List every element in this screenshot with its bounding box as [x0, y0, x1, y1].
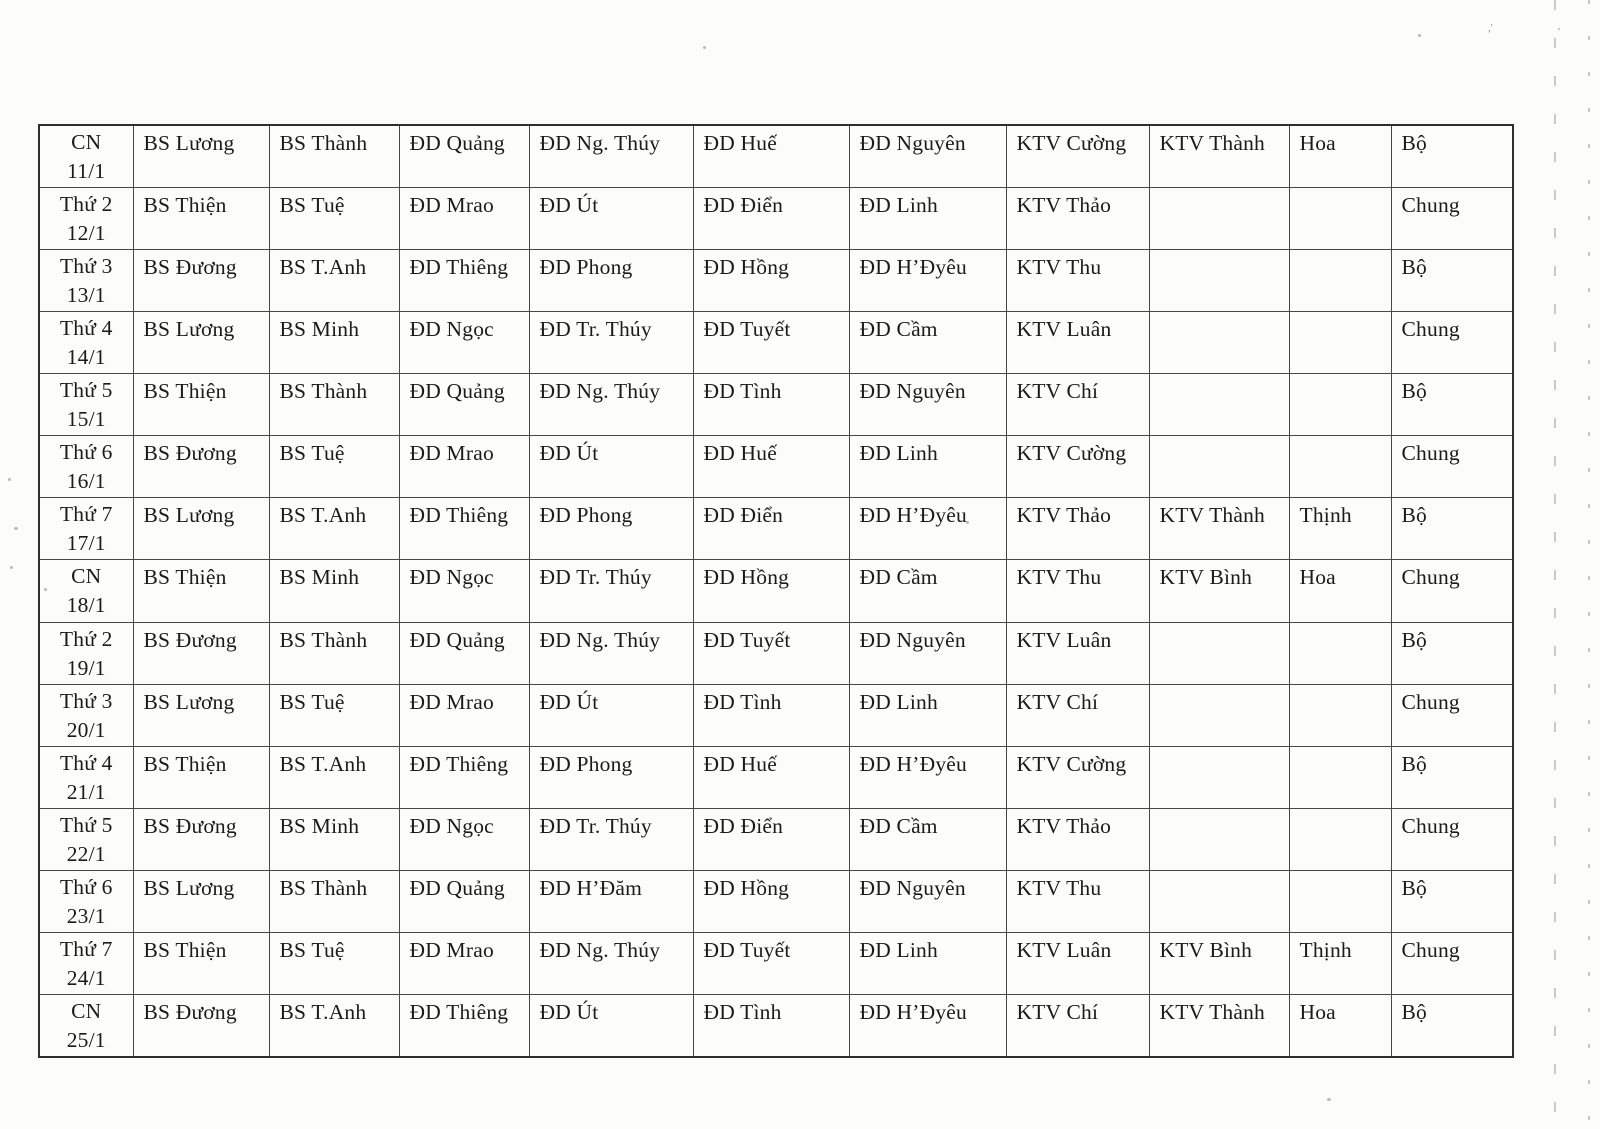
roster-cell: KTV Cường	[1006, 746, 1149, 808]
roster-cell: Bộ	[1391, 994, 1513, 1057]
day-date: 18/1	[66, 593, 106, 618]
roster-cell: Chung	[1391, 684, 1513, 746]
day-date: 23/1	[66, 903, 106, 928]
roster-cell: ĐD H’Đyêu	[849, 250, 1006, 312]
day-label: CN	[71, 130, 102, 154]
roster-cell: ĐD Thiêng	[399, 498, 529, 560]
roster-cell: ĐD Tình	[693, 994, 849, 1057]
roster-cell: BS Thiện	[133, 374, 269, 436]
roster-cell: Bộ	[1391, 125, 1513, 188]
roster-cell: KTV Cường	[1006, 125, 1149, 188]
roster-cell: ĐD Ng. Thúy	[529, 622, 693, 684]
roster-cell: ĐD Mrao	[399, 436, 529, 498]
roster-cell: ĐD Út	[529, 994, 693, 1057]
roster-cell	[1289, 622, 1391, 684]
day-label: Thứ 3	[59, 254, 113, 279]
scan-speckle	[44, 588, 47, 591]
roster-cell: KTV Chí	[1006, 684, 1149, 746]
table-row	[39, 808, 1513, 870]
roster-cell: ĐD Ngọc	[399, 808, 529, 870]
roster-cell: ĐD Cầm	[849, 560, 1006, 622]
duty-roster-table	[38, 124, 1514, 1058]
roster-cell: BS Thành	[269, 374, 399, 436]
day-date: 14/1	[66, 345, 106, 370]
roster-cell	[1289, 684, 1391, 746]
roster-cell: ĐD Tình	[693, 684, 849, 746]
roster-cell: Hoa	[1289, 994, 1391, 1057]
day-cell	[39, 188, 133, 250]
roster-cell: BS Tuệ	[269, 436, 399, 498]
table-row	[39, 994, 1513, 1057]
roster-cell: Hoa	[1289, 125, 1391, 188]
scan-speckle	[1418, 34, 1421, 37]
roster-cell: BS Minh	[269, 808, 399, 870]
day-cell	[39, 125, 133, 188]
roster-cell: ĐD Cầm	[849, 808, 1006, 870]
roster-cell: KTV Cường	[1006, 436, 1149, 498]
roster-cell: KTV Chí	[1006, 994, 1149, 1057]
table-row	[39, 684, 1513, 746]
roster-cell: ĐD Nguyên	[849, 870, 1006, 932]
roster-cell: Chung	[1391, 932, 1513, 994]
roster-cell	[1289, 188, 1391, 250]
roster-cell: ĐD Huế	[693, 436, 849, 498]
roster-cell: BS Thành	[269, 125, 399, 188]
day-date: 24/1	[66, 965, 106, 990]
day-label: Thứ 2	[59, 626, 113, 651]
roster-cell: ĐD Ng. Thúy	[529, 374, 693, 436]
roster-cell: ĐD Ng. Thúy	[529, 125, 693, 188]
roster-cell: Hoa	[1289, 560, 1391, 622]
scan-artifact-mark: ,'	[1488, 22, 1493, 34]
roster-cell: KTV Thảo	[1006, 188, 1149, 250]
roster-cell: ĐD Tr. Thúy	[529, 312, 693, 374]
roster-cell: BS Minh	[269, 312, 399, 374]
roster-cell: KTV Bình	[1149, 560, 1289, 622]
roster-cell: ĐD Hồng	[693, 250, 849, 312]
roster-cell: KTV Thành	[1149, 125, 1289, 188]
roster-cell	[1149, 312, 1289, 374]
roster-cell: ĐD Mrao	[399, 684, 529, 746]
day-cell	[39, 622, 133, 684]
roster-cell: ĐD Cầm	[849, 312, 1006, 374]
roster-cell: ĐD Út	[529, 436, 693, 498]
day-label: Thứ 3	[59, 688, 113, 713]
roster-table-body	[39, 125, 1513, 1057]
roster-cell	[1149, 808, 1289, 870]
roster-cell: KTV Thảo	[1006, 498, 1149, 560]
roster-cell: KTV Luân	[1006, 312, 1149, 374]
day-cell	[39, 498, 133, 560]
roster-cell: BS Thiện	[133, 560, 269, 622]
roster-cell: ĐD Út	[529, 684, 693, 746]
day-label: Thứ 6	[59, 874, 113, 899]
roster-cell: ĐD H’Đyêu	[849, 746, 1006, 808]
table-row	[39, 436, 1513, 498]
table-row	[39, 374, 1513, 436]
roster-cell: Chung	[1391, 436, 1513, 498]
roster-cell: KTV Thu	[1006, 250, 1149, 312]
roster-cell: Bộ	[1391, 498, 1513, 560]
scan-speckle	[14, 527, 18, 530]
roster-cell: KTV Thu	[1006, 560, 1149, 622]
roster-cell: BS Lương	[133, 684, 269, 746]
roster-cell: Bộ	[1391, 622, 1513, 684]
scan-speckle	[703, 46, 706, 49]
day-date: 22/1	[66, 841, 106, 866]
roster-cell: BS Tuệ	[269, 932, 399, 994]
roster-cell: BS Đương	[133, 622, 269, 684]
scan-artifact-dotted-line	[1588, 0, 1590, 1129]
roster-cell	[1149, 746, 1289, 808]
roster-cell: BS Lương	[133, 125, 269, 188]
day-cell	[39, 250, 133, 312]
roster-cell: BS Đương	[133, 436, 269, 498]
roster-cell: ĐD Thiêng	[399, 746, 529, 808]
roster-cell: ĐD Linh	[849, 436, 1006, 498]
roster-cell: ĐD Tr. Thúy	[529, 560, 693, 622]
roster-cell: KTV Thành	[1149, 994, 1289, 1057]
roster-cell	[1289, 250, 1391, 312]
roster-cell: ĐD Linh	[849, 684, 1006, 746]
day-cell	[39, 994, 133, 1057]
roster-cell: ĐD Tình	[693, 374, 849, 436]
roster-cell	[1149, 374, 1289, 436]
day-cell	[39, 312, 133, 374]
roster-cell: ĐD Mrao	[399, 188, 529, 250]
day-cell	[39, 746, 133, 808]
roster-cell: ĐD Điển	[693, 188, 849, 250]
table-row	[39, 622, 1513, 684]
day-label: Thứ 4	[59, 316, 113, 341]
roster-cell: BS Tuệ	[269, 188, 399, 250]
day-label: Thứ 7	[59, 936, 113, 961]
roster-cell: BS Đương	[133, 808, 269, 870]
roster-cell: Bộ	[1391, 746, 1513, 808]
day-label: Thứ 5	[59, 378, 113, 403]
roster-cell: BS Thiện	[133, 188, 269, 250]
roster-cell: BS Thành	[269, 870, 399, 932]
roster-cell: ĐD Huế	[693, 746, 849, 808]
roster-cell: KTV Thảo	[1006, 808, 1149, 870]
roster-cell	[1149, 622, 1289, 684]
day-label: Thứ 7	[59, 502, 113, 527]
scan-artifact-mark: '	[1558, 26, 1560, 38]
scan-artifact-dashed-line	[1554, 0, 1556, 1129]
roster-cell	[1289, 808, 1391, 870]
roster-cell: ĐD Ng. Thúy	[529, 932, 693, 994]
day-label: Thứ 2	[59, 192, 113, 217]
roster-cell: Thịnh	[1289, 932, 1391, 994]
roster-cell: ĐD Linh	[849, 188, 1006, 250]
roster-cell	[1289, 436, 1391, 498]
roster-cell: ĐD Ngọc	[399, 560, 529, 622]
roster-cell: Chung	[1391, 560, 1513, 622]
table-row	[39, 498, 1513, 560]
day-date: 13/1	[66, 283, 106, 308]
day-date: 25/1	[66, 1027, 106, 1052]
roster-cell: ĐD Hồng	[693, 560, 849, 622]
scan-speckle	[10, 566, 13, 569]
roster-cell	[1289, 870, 1391, 932]
roster-cell	[1289, 374, 1391, 436]
roster-cell: Chung	[1391, 312, 1513, 374]
roster-cell: ĐD Hồng	[693, 870, 849, 932]
roster-cell: BS T.Anh	[269, 746, 399, 808]
table-row	[39, 312, 1513, 374]
roster-cell	[1149, 870, 1289, 932]
roster-cell: ĐD Phong	[529, 746, 693, 808]
roster-cell: Thịnh	[1289, 498, 1391, 560]
roster-cell: ĐD Nguyên	[849, 622, 1006, 684]
table-row	[39, 870, 1513, 932]
roster-cell	[1149, 684, 1289, 746]
day-date: 17/1	[66, 531, 106, 556]
roster-cell: Bộ	[1391, 374, 1513, 436]
day-date: 21/1	[66, 779, 106, 804]
day-date: 12/1	[66, 221, 106, 246]
day-date: 11/1	[67, 159, 106, 183]
roster-cell: BS T.Anh	[269, 994, 399, 1057]
roster-cell: ĐD Mrao	[399, 932, 529, 994]
day-label: Thứ 4	[59, 750, 113, 775]
roster-cell: KTV Luân	[1006, 622, 1149, 684]
roster-cell: BS Thiện	[133, 746, 269, 808]
table-row	[39, 932, 1513, 994]
day-label: Thứ 6	[59, 440, 113, 465]
day-date: 16/1	[66, 469, 106, 494]
roster-cell: ĐD Tuyết	[693, 312, 849, 374]
day-label: CN	[71, 998, 102, 1023]
scan-speckle	[966, 521, 969, 524]
roster-cell: BS Minh	[269, 560, 399, 622]
roster-cell: BS T.Anh	[269, 250, 399, 312]
roster-cell: KTV Luân	[1006, 932, 1149, 994]
roster-cell: BS Đương	[133, 994, 269, 1057]
roster-cell: ĐD Út	[529, 188, 693, 250]
roster-cell: ĐD Nguyên	[849, 125, 1006, 188]
roster-cell: BS Tuệ	[269, 684, 399, 746]
day-date: 20/1	[66, 717, 106, 742]
roster-cell: ĐD H’Đyêu	[849, 994, 1006, 1057]
roster-cell: ĐD Nguyên	[849, 374, 1006, 436]
roster-cell: ĐD Thiêng	[399, 250, 529, 312]
scan-speckle	[1327, 1098, 1331, 1101]
roster-cell: ĐD Tuyết	[693, 932, 849, 994]
roster-cell: BS T.Anh	[269, 498, 399, 560]
roster-cell: KTV Thu	[1006, 870, 1149, 932]
day-date: 15/1	[66, 407, 106, 432]
day-cell	[39, 870, 133, 932]
day-cell	[39, 932, 133, 994]
day-cell	[39, 808, 133, 870]
roster-cell: Bộ	[1391, 250, 1513, 312]
roster-cell: ĐD Tr. Thúy	[529, 808, 693, 870]
table-row	[39, 746, 1513, 808]
roster-cell: ĐD Quảng	[399, 125, 529, 188]
roster-cell: ĐD Phong	[529, 250, 693, 312]
roster-cell: Chung	[1391, 188, 1513, 250]
roster-cell: ĐD Quảng	[399, 870, 529, 932]
roster-cell	[1149, 188, 1289, 250]
roster-cell: KTV Chí	[1006, 374, 1149, 436]
day-cell	[39, 436, 133, 498]
roster-cell	[1149, 436, 1289, 498]
day-cell	[39, 684, 133, 746]
roster-cell: BS Thiện	[133, 932, 269, 994]
roster-cell: ĐD Huế	[693, 125, 849, 188]
day-label: CN	[71, 564, 102, 589]
roster-cell: KTV Thành	[1149, 498, 1289, 560]
roster-cell: ĐD Quảng	[399, 622, 529, 684]
table-row	[39, 560, 1513, 622]
table-row	[39, 125, 1513, 188]
day-label: Thứ 5	[59, 812, 113, 837]
day-cell	[39, 560, 133, 622]
roster-cell: ĐD H’Đyêu	[849, 498, 1006, 560]
roster-cell: BS Lương	[133, 498, 269, 560]
roster-cell: ĐD Thiêng	[399, 994, 529, 1057]
day-cell	[39, 374, 133, 436]
roster-cell: ĐD Quảng	[399, 374, 529, 436]
roster-cell: Bộ	[1391, 870, 1513, 932]
roster-cell: ĐD Điển	[693, 498, 849, 560]
day-date: 19/1	[66, 655, 106, 680]
roster-cell: ĐD Tuyết	[693, 622, 849, 684]
roster-cell: ĐD Điển	[693, 808, 849, 870]
roster-cell: ĐD Ngọc	[399, 312, 529, 374]
roster-cell: ĐD Linh	[849, 932, 1006, 994]
table-row	[39, 250, 1513, 312]
roster-cell: KTV Bình	[1149, 932, 1289, 994]
roster-cell: BS Lương	[133, 312, 269, 374]
scan-speckle	[8, 478, 11, 481]
roster-cell	[1289, 312, 1391, 374]
roster-cell: ĐD H’Đăm	[529, 870, 693, 932]
roster-cell: BS Lương	[133, 870, 269, 932]
roster-cell: ĐD Phong	[529, 498, 693, 560]
roster-cell	[1289, 746, 1391, 808]
table-row	[39, 188, 1513, 250]
roster-cell	[1149, 250, 1289, 312]
roster-cell: Chung	[1391, 808, 1513, 870]
roster-cell: BS Thành	[269, 622, 399, 684]
roster-cell: BS Đương	[133, 250, 269, 312]
